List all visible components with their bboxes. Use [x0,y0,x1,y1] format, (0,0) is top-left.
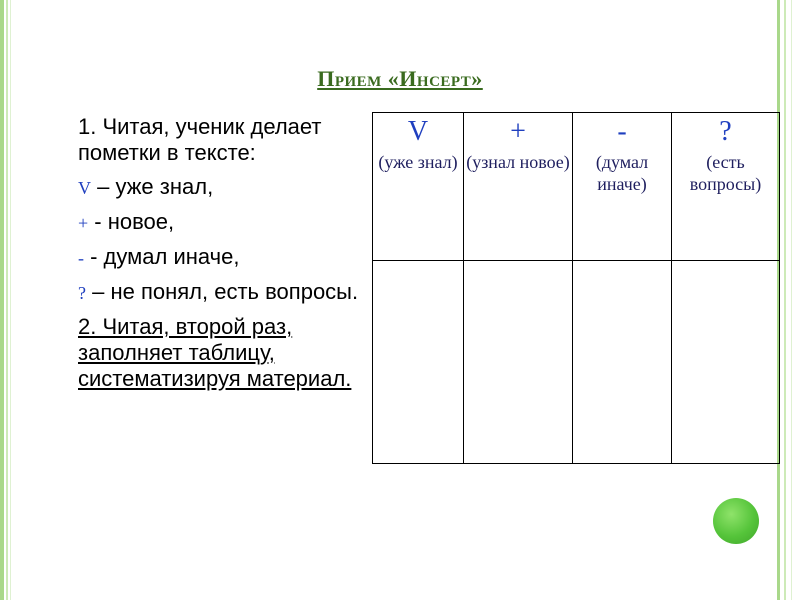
table-header-v [373,113,464,261]
table-header-plus [464,113,573,261]
header-question-desc: (есть вопросы) [689,152,762,194]
insert-table [372,112,780,464]
green-dot-decoration [713,498,759,544]
header-plus-symbol: + [510,116,526,147]
slide-title: Прием «Инсерт» [317,66,483,91]
header-minus-symbol: - [617,116,627,147]
frame-right-border-inner [784,0,786,600]
table-header-minus [573,113,672,261]
header-question-symbol: ? [719,116,732,147]
instructions-text [78,114,378,400]
mark-minus-symbol: - [78,248,84,268]
mark-minus-item [78,244,378,271]
table-cell-plus [464,261,573,464]
table-cell-question [672,261,780,464]
mark-question-symbol: ? [78,283,86,303]
header-minus-desc: (думал иначе) [595,152,649,194]
mark-question-text: – не понял, есть вопросы. [86,279,359,304]
mark-plus-item [78,209,378,236]
table-header-row [373,113,780,261]
mark-v-text: – уже знал, [91,174,214,199]
frame-right-border-line [791,0,792,600]
mark-plus-symbol: + [78,213,89,233]
mark-minus-text: - думал иначе, [84,244,240,269]
step-1-paragraph: 1. Читая, ученик делает пометки в тексте: [78,114,322,165]
table-cell-v [373,261,464,464]
mark-v-symbol: V [78,178,91,198]
header-plus-desc: (узнал новое) [466,152,570,172]
step-2-paragraph: 2. Читая, второй раз, заполняет таблицу, систематизируя материал. [78,314,352,391]
frame-left-border-line [10,0,11,600]
mark-question-item [78,279,378,306]
mark-v-item [78,174,378,201]
frame-left-border [0,0,4,600]
frame-left-border-inner [6,0,8,600]
table-row [373,261,780,464]
mark-plus-text: - новое, [88,209,175,234]
header-v-symbol: V [407,116,429,147]
header-v-desc: (уже знал) [378,152,458,172]
table-cell-minus [573,261,672,464]
table-header-question [672,113,780,261]
